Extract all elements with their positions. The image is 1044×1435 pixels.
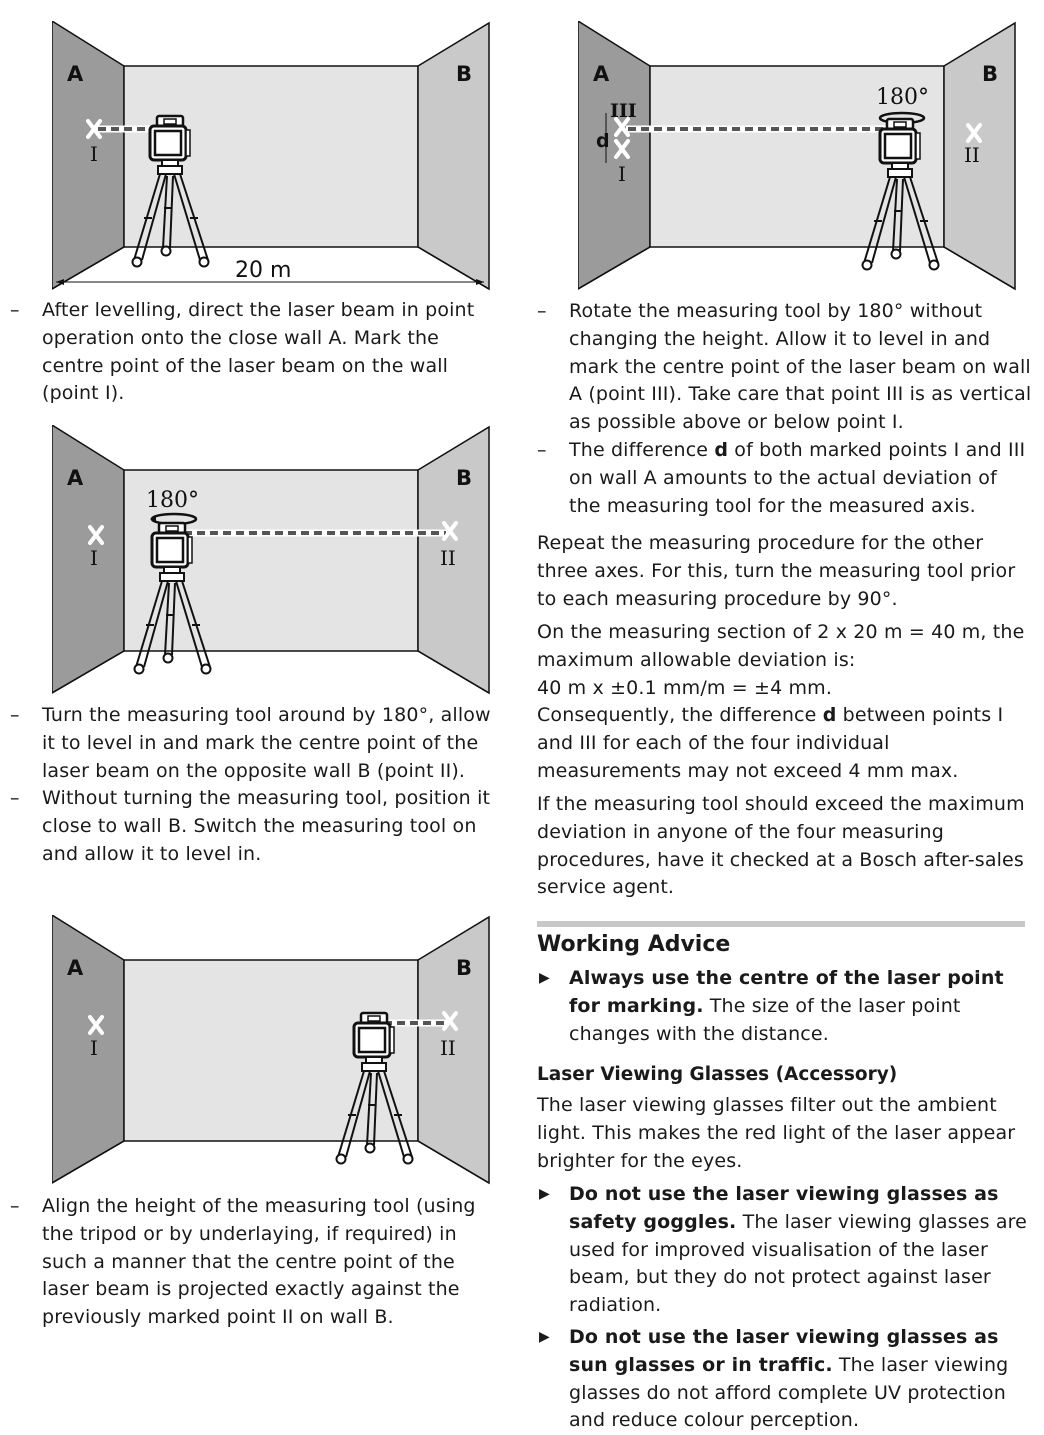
working-advice-list bbox=[537, 965, 1032, 1048]
wall-b-label: B bbox=[982, 62, 999, 86]
wall-a-label: A bbox=[593, 62, 610, 86]
rotation-label: 180° bbox=[146, 488, 199, 513]
repeat-paragraph: Repeat the measuring procedure for the other three axes. For this, turn the measuring tool prior to each measuring procedure by 90°. bbox=[537, 532, 1016, 610]
wall-b-label: B bbox=[456, 956, 473, 980]
step-2-list bbox=[10, 702, 500, 869]
step-2-item-2: – Without turning the measuring tool, position it close to wall B. Switch the measuring tool on and allow it to level in. bbox=[10, 787, 491, 865]
point-i-label: I bbox=[90, 546, 98, 570]
working-advice-tip: ▶ Always use the centre of the laser point for marking. The size of the laser point changes with the distance. bbox=[539, 967, 1004, 1045]
step-4-item-1: – Rotate the measuring tool by 180° without changing the height. Allow it to level in and mark the centre point of the laser beam on wall A (point III). Take care that point III is as vertical as possible above or below point I. bbox=[537, 300, 1032, 434]
step-4-list bbox=[537, 298, 1032, 520]
point-ii-label: II bbox=[440, 1036, 456, 1060]
deviation-paragraph: On the measuring section of 2 x 20 m = 40 m, the maximum allowable deviation is: 40 m x ±0.1 mm/m = ±4 mm. Consequently, the difference d between points I and III for each of the four individual measurements may not exceed 4 mm max. bbox=[537, 619, 1032, 786]
point-ii-label: II bbox=[440, 546, 456, 570]
wall-a-label: A bbox=[67, 62, 84, 86]
working-advice-heading: Working Advice bbox=[537, 932, 731, 957]
service-paragraph: If the measuring tool should exceed the maximum deviation in anyone of the four measuring procedures, have it checked at a Bosch after-sales service agent. bbox=[537, 793, 1025, 899]
step-4-item-2: – The difference d of both marked points I and III on wall A amounts to the actual deviation of the measuring tool for the measured axis. bbox=[537, 438, 1026, 517]
dash-bullet: – bbox=[537, 438, 547, 461]
wall-b-label: B bbox=[456, 62, 473, 86]
figure-4-room-diagram bbox=[578, 21, 1018, 296]
dash-bullet: – bbox=[10, 1195, 20, 1217]
laser-glasses-warnings bbox=[537, 1181, 1032, 1435]
section-divider bbox=[537, 921, 1025, 927]
laser-glasses-heading: Laser Viewing Glasses (Accessory) bbox=[537, 1064, 898, 1085]
point-ii-label: II bbox=[964, 143, 980, 167]
rotation-label: 180° bbox=[876, 85, 929, 110]
step-3-list bbox=[10, 1193, 500, 1332]
dash-bullet: – bbox=[537, 300, 547, 322]
wall-b-label: B bbox=[456, 466, 473, 490]
triangle-bullet-icon: ▶ bbox=[539, 1328, 550, 1345]
point-iii-label: III bbox=[610, 100, 637, 122]
point-i-label: I bbox=[618, 162, 626, 186]
warning-safety-goggles: ▶ Do not use the laser viewing glasses as safety goggles. The laser viewing glasses are used for improved visualisation of the laser beam, but they do not protect against laser radiation. bbox=[539, 1183, 1027, 1317]
point-i-label: I bbox=[90, 142, 98, 166]
distance-label: 20 m bbox=[235, 258, 292, 283]
dash-bullet: – bbox=[10, 787, 20, 810]
figure-3-room-diagram bbox=[52, 915, 492, 1190]
step-2-item-1: – Turn the measuring tool around by 180°, allow it to level in and mark the centre point of the laser beam on the opposite wall B (point II). bbox=[10, 704, 491, 782]
triangle-bullet-icon: ▶ bbox=[539, 1186, 550, 1202]
step-1-list bbox=[10, 297, 500, 408]
figure-2-room-diagram bbox=[52, 425, 492, 700]
laser-glasses-intro: The laser viewing glasses filter out the ambient light. This makes the red light of the laser appear brighter for the eyes. bbox=[537, 1094, 1016, 1172]
triangle-bullet-icon: ▶ bbox=[539, 970, 550, 986]
wall-a-label: A bbox=[67, 466, 84, 490]
step-1-item: – After levelling, direct the laser beam in point operation onto the close wall A. Mark the centre point of the laser beam on the wall (point I). bbox=[10, 299, 475, 405]
difference-d-label: d bbox=[596, 130, 610, 152]
warning-sun-glasses: ▶ Do not use the laser viewing glasses as sun glasses or in traffic. The laser viewing glasses do not afford complete UV protection and reduce colour perception. bbox=[539, 1325, 1009, 1432]
point-i-label: I bbox=[90, 1036, 98, 1060]
dash-bullet: – bbox=[10, 299, 20, 321]
dash-bullet: – bbox=[10, 704, 20, 726]
figure-1-room-diagram bbox=[52, 21, 492, 296]
step-3-item: – Align the height of the measuring tool (using the tripod or by underlaying, if required) in such a manner that the centre point of the laser beam is projected exactly against the previously marked point II on wall B. bbox=[10, 1195, 476, 1329]
deviation-formula: 40 m x ±0.1 mm/m = ±4 mm. bbox=[537, 676, 833, 699]
wall-a-label: A bbox=[67, 956, 84, 980]
